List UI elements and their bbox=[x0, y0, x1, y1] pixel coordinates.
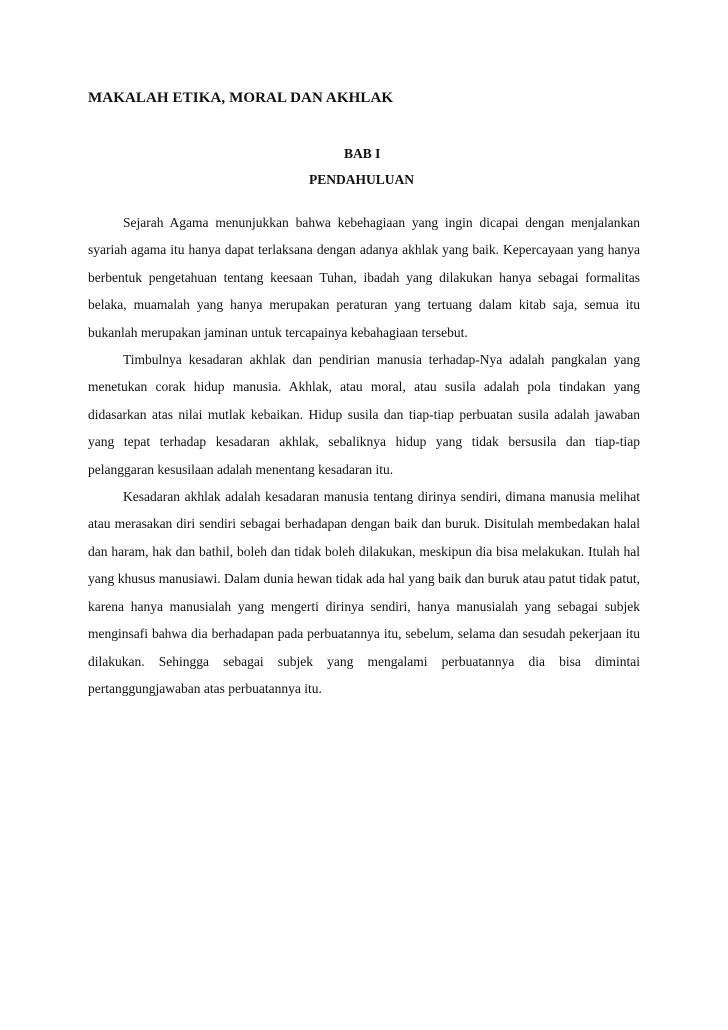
document-body bbox=[88, 209, 640, 702]
document-title: MAKALAH ETIKA, MORAL DAN AKHLAK bbox=[88, 90, 394, 106]
chapter-number: BAB I bbox=[344, 146, 381, 161]
paragraph: Sejarah Agama menunjukkan bahwa kebehagiaan yang ingin dicapai dengan menjalankan syariah agama itu hanya dapat terlaksana dengan adanya akhlak yang baik. Kepercayaan yang hanya berbentuk pengetahuan tentang keesaan Tuhan, ibadah yang dilakukan hanya sebagai formalitas belaka, muamalah yang hanya merupakan peraturan yang tertuang dalam kitab saja, semua itu bukanlah merupakan jaminan untuk tercapainya kebahagiaan tersebut. bbox=[88, 215, 640, 340]
paragraph: Timbulnya kesadaran akhlak dan pendirian manusia terhadap-Nya adalah pangkalan yang menetukan corak hidup manusia. Akhlak, atau moral, atau susila adalah pola tindakan yang didasarkan atas nilai mutlak kebaikan. Hidup susila dan tiap-tiap perbuatan susila adalah jawaban yang tepat terhadap kesadaran akhlak, sebaliknya hidup yang tidak bersusila dan tiap-tiap pelanggaran kesusilaan adalah menentang kesadaran itu. bbox=[88, 352, 640, 477]
paragraph: Kesadaran akhlak adalah kesadaran manusia tentang dirinya sendiri, dimana manusia melihat atau merasakan diri sendiri sebagai berhadapan dengan baik dan buruk. Disitulah membedakan halal dan haram, hak dan bathil, boleh dan tidak boleh dilakukan, meskipun dia bisa melakukan. Itulah hal yang khusus manusiawi. Dalam dunia hewan tidak ada hal yang baik dan buruk atau patut tidak patut, karena hanya manusialah yang mengerti dirinya sendiri, hanya manusialah yang sebagai subjek menginsafi bahwa dia berhadapan pada perbuatannya itu, sebelum, selama dan sesudah pekerjaan itu dilakukan. Sehingga sebagai subjek yang mengalami perbuatannya dia bisa dimintai pertanggungjawaban atas perbuatannya itu. bbox=[88, 489, 640, 696]
chapter-title: PENDAHULUAN bbox=[309, 172, 415, 187]
